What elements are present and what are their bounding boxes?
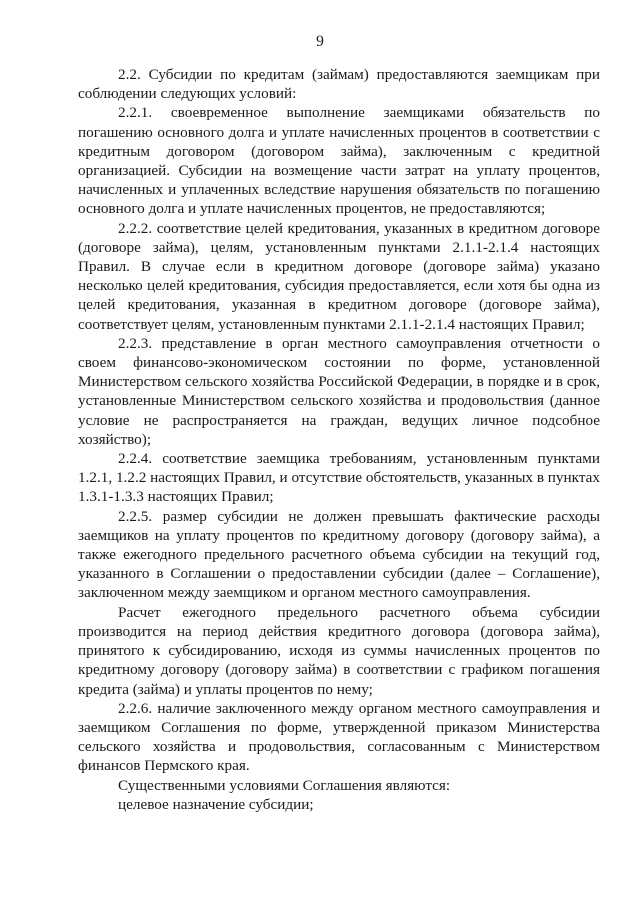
paragraph-2-2-4: 2.2.4. соответствие заемщика требованиям, установленным пунктами 1.2.1, 1.2.2 настоящих Правил, и отсутствие обстоятельств, указанных в пунктах 1.3.1-1.3.3 настоящих Правил; [78,450,600,506]
page-number: 9 [316,33,324,50]
paragraph-2-2-5: 2.2.5. размер субсидии не должен превышать фактические расходы заемщиков на уплату процентов по кредитному договору (договору займа), а также ежегодного предельного расчетного объема субсидии на текущий год, указанного в Соглашении о предоставлении субсидии (далее – Соглашение), заключенном между заемщиком и органом местного самоуправления. [78,507,600,602]
paragraph-2-2-1: 2.2.1. своевременное выполнение заемщиками обязательств по погашению основного долга и уплате начисленных процентов в соответствии с кредитным договором (договором займа), заключенным с кредитной организацией. Субсидии на возмещение части затрат на уплату процентов, начисленных и уплаченных вследствие нарушения обязательств по погашению основного долга и уплате начисленных процентов, не предоставляются; [78,104,600,218]
paragraph-purpose: целевое назначение субсидии; [118,795,314,813]
paragraph-2-2: 2.2. Субсидии по кредитам (займам) предоставляются заемщикам при соблюдении следующих условий: [78,66,600,103]
paragraph-2-2-3: 2.2.3. представление в орган местного самоуправления отчетности о своем финансово-экономическом состоянии по форме, установленной Министерством сельского хозяйства Российской Федерации, в порядке и в срок, установленные Министерством сельского хозяйства и продовольствия (данное условие не распространяется на граждан, ведущих личное подсобное хозяйство); [78,334,600,448]
document-body [78,65,600,814]
paragraph-2-2-6: 2.2.6. наличие заключенного между органом местного самоуправления и заемщиком Соглашения по форме, утвержденной приказом Министерства сельского хозяйства и продовольствия, согласованным с Министерством финансов Пермского края. [78,699,600,775]
paragraph-essential-conditions: Существенными условиями Соглашения являются: [118,776,451,794]
paragraph-2-2-2: 2.2.2. соответствие целей кредитования, указанных в кредитном договоре (договоре займа), целям, установленным пунктами 2.1.1-2.1.4 настоящих Правил. В случае если в кредитном договоре (договоре займа) указано несколько целей кредитования, субсидия предоставляется, если хотя бы одна из целей кредитования, указанная в кредитном договоре (договоре займа), соответствует целям, установленным пунктами 2.1.1-2.1.4 настоящих Правил; [78,219,600,333]
paragraph-calculation: Расчет ежегодного предельного расчетного объема субсидии производится на период действия кредитного договора (договора займа), принятого к субсидированию, исходя из суммы начисленных процентов по кредитному договору (договору займа) в соответствии с графиком погашения кредита (займа) и уплаты процентов по нему; [78,603,600,698]
